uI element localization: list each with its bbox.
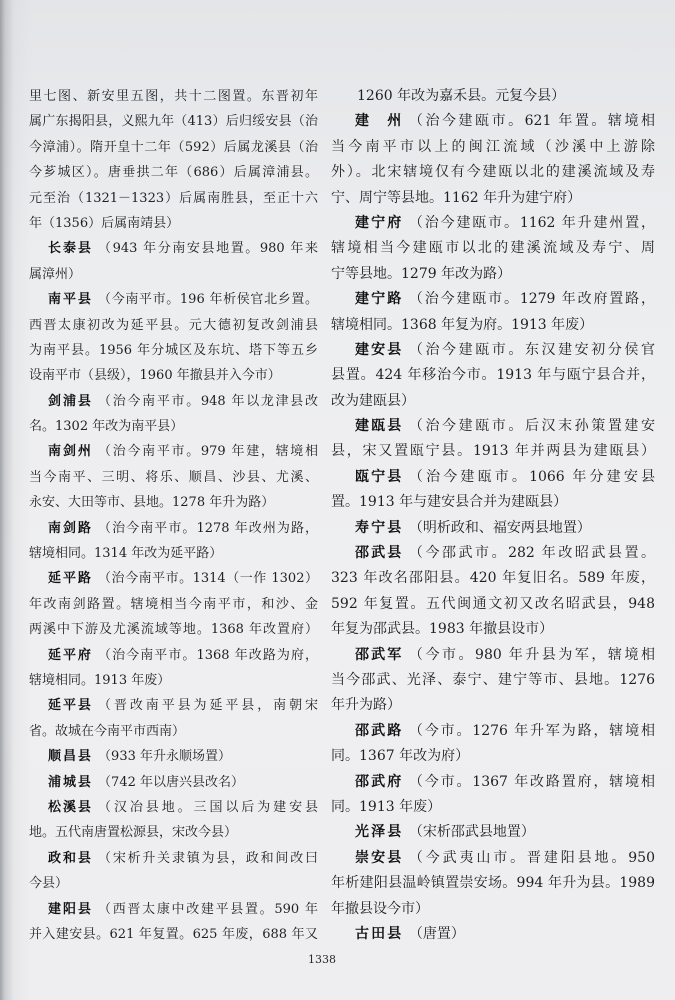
text-line: 外）。北宋辖境仅有今建瓯以北的建溪流域及寿 <box>331 164 655 181</box>
text-line: 1260 年改为嘉禾县。元复今县） <box>357 88 566 104</box>
text-line: 辖境相当今建瓯市以北的建溪流域及寿宁、周 <box>331 240 655 257</box>
entry-first-line <box>29 389 318 414</box>
entry-jianpu-xian <box>29 389 318 440</box>
entry-jianan-xian <box>331 338 655 414</box>
text-line: 属广东揭阳县，义熙九年（413）后归绥安县（治 <box>29 114 318 130</box>
entry-first-line <box>29 439 318 464</box>
entry-text: （今市。1367 年改路置府，辖境相 <box>408 773 655 790</box>
text-line: 592 年复置。五代闽通文初又改名昭武县，948 <box>331 595 655 612</box>
entry-text: （今邵武市。282 年改昭武县置。 <box>408 545 655 562</box>
entry-first-line <box>29 236 318 261</box>
entry-headword: 松溪县 <box>48 799 93 815</box>
entry-headword: 建 州 <box>355 113 404 130</box>
text-line: 年升为路） <box>331 697 401 714</box>
text-line: 并入建安县。621 年复置。625 年废，688 年又 <box>29 926 318 942</box>
text-line: 辖境相同。1913 年废） <box>29 672 171 688</box>
text-line: 年改南剑路置。辖境相当今南平市，和沙、金 <box>29 596 318 612</box>
entry-chongan-xian <box>331 846 655 922</box>
text-line: 改为建瓯县） <box>331 392 415 409</box>
entry-text: （今市。980 年升县为军，辖境相 <box>408 646 655 663</box>
entry-first-line <box>331 211 655 236</box>
entry-headword: 建宁府 <box>355 214 404 231</box>
text-line: 名。1302 年改为南平县） <box>29 419 184 435</box>
entry-text: （今南平市。196 年析侯官北乡置。 <box>98 292 318 308</box>
entry-headword: 崇安县 <box>355 849 404 866</box>
entry-first-line <box>331 109 655 134</box>
entry-text: （汉冶县地。三国以后为建安县 <box>98 799 318 815</box>
entry-text: （治今南平市。1368 年改路为府， <box>98 647 318 663</box>
entry-text: （治今南平市。1278 年改州为路， <box>98 520 318 536</box>
entry-jianning-lu <box>331 287 655 338</box>
entry-shaowu-fu <box>331 770 655 821</box>
text-line: 当今南平、三明、将乐、顺昌、沙县、尤溪、 <box>29 469 318 485</box>
left-column <box>29 84 318 947</box>
text-line: 今县） <box>29 876 69 892</box>
entry-shunchang-xian <box>29 744 318 769</box>
text-line: 今芗城区）。唐垂拱二年（686）后属漳浦县。 <box>29 165 318 181</box>
entry-text: （治今建瓯市。1279 年改府置路， <box>408 291 655 308</box>
text-line: 属漳州） <box>29 266 82 282</box>
entry-first-line <box>331 338 655 363</box>
entry-first-line <box>29 287 318 312</box>
text-line: 宁等县地。1279 年改为路） <box>331 265 512 282</box>
text-line: 年（1356）后属南靖县） <box>29 215 180 231</box>
entry-headword: 长泰县 <box>48 241 93 257</box>
entry-first-line <box>331 846 655 871</box>
entry-headword: 延平府 <box>48 647 93 663</box>
text-line: 县，宋又置瓯宁县。1913 年并两县为建瓯县） <box>331 443 655 460</box>
entry-headword: 光泽县 <box>355 824 404 841</box>
entry-text: （治今建瓯市。621 年置。辖境相 <box>408 113 655 130</box>
text-line: 辖境相同。1368 年复为府。1913 年废） <box>331 316 594 333</box>
text-line: 323 年改名邵阳县。420 年复旧名。589 年废， <box>331 570 655 587</box>
text-line: 同。1913 年废） <box>331 798 442 815</box>
entry-first-line <box>29 795 318 820</box>
entry-text: （治今建瓯市。1162 年升建州置， <box>408 214 655 231</box>
entry-nanjian-lu <box>29 516 318 567</box>
entry-shaowu-xian <box>331 541 655 643</box>
entry-first-line <box>29 516 318 541</box>
entry-jianyang-xian <box>29 897 318 948</box>
entry-text: （晋改南平县为延平县，南朝宋 <box>98 698 318 714</box>
entry-shaowu-lu <box>331 719 655 770</box>
entry-headword: 南剑路 <box>48 520 93 536</box>
entry-first-line <box>29 744 318 769</box>
entry-text: （治今南平市。948 年以龙津县改 <box>98 393 318 409</box>
text-line: 西晋太康初改为延平县。元大德初复改剑浦县 <box>29 317 318 333</box>
text-line: 为南平县。1956 年分城区及东坑、塔下等五乡 <box>29 342 318 358</box>
entry-ouning-xian <box>331 465 655 516</box>
text-line: 县置。424 年移治今市。1913 年与瓯宁县合并， <box>331 367 655 384</box>
text-line: 当今南平市以上的闽江流域（沙溪中上游除 <box>331 138 655 155</box>
entry-yanping-xian <box>29 693 318 744</box>
page-number: 1338 <box>308 953 336 966</box>
entry-text: （治今南平市。1314（一作 1302） <box>98 571 318 587</box>
entry-text: （宋析升关隶镇为县，政和间改曰 <box>98 850 318 866</box>
entry-first-line <box>331 465 655 490</box>
entry-headword: 建安县 <box>355 341 404 358</box>
text-line: 两溪中下游及尤溪流域等地。1368 年改置府） <box>29 622 318 638</box>
entry-first-line <box>331 414 655 439</box>
entry-headword: 邵武军 <box>355 646 404 663</box>
entry-text: （今武夷山市。晋建阳县地。950 <box>408 849 655 866</box>
entry-headword: 政和县 <box>48 850 93 866</box>
text-line: 永安、大田等市、县地。1278 年升为路） <box>29 495 275 511</box>
entry-headword: 瓯宁县 <box>355 468 404 485</box>
entry-first-line <box>29 643 318 668</box>
entry-songxi-xian <box>29 795 318 846</box>
entry-headword: 剑浦县 <box>48 393 93 409</box>
entry-first-line <box>29 566 318 591</box>
entry-text: （治今建瓯市。后汉末孙策置建安 <box>408 418 655 435</box>
entry-shaowu-jun <box>331 643 655 719</box>
entry-changtai-xian <box>29 236 318 287</box>
entry-pucheng-xian <box>29 770 318 795</box>
text-line: 地。五代南唐置松源县，宋改今县） <box>29 825 238 841</box>
text-line: 辖境相同。1314 年改为延平路） <box>29 546 223 562</box>
text-line: 今漳浦）。隋开皇十二年（592）后属龙溪县（治 <box>29 139 318 155</box>
entry-first-line <box>29 897 318 922</box>
entry-nanjian-zhou <box>29 439 318 515</box>
entry-headword: 古田县 <box>355 925 404 942</box>
text-line: 里七图、新安里五图，共十二图置。东晋初年 <box>29 89 318 104</box>
entry-text: （933 年升永顺场置） <box>98 749 231 765</box>
text-line: 年复为邵武县。1983 年撤县设市） <box>331 621 554 638</box>
text-line: 年析建阳县温岭镇置崇安场。994 年升为县。1989 <box>331 875 655 892</box>
text-line: 设南平市（县级），1960 年撤县并入今市） <box>29 368 281 384</box>
entry-first-line <box>331 770 655 795</box>
entry-headword: 邵武路 <box>355 722 404 739</box>
entry-jianning-fu <box>331 211 655 287</box>
text-line: 宁、周宁等县地。1162 年升为建宁府） <box>331 189 582 206</box>
text-line: 当今邵武、光泽、泰宁、建宁等市、县地。1276 <box>331 671 655 688</box>
entry-first-line <box>29 693 318 718</box>
entry-zhenghe-xian <box>29 846 318 897</box>
entry-first-line <box>331 287 655 312</box>
entry-gutian-xian <box>331 922 655 947</box>
entry-headword: 顺昌县 <box>48 749 93 765</box>
entry-headword: 建宁路 <box>355 291 404 308</box>
entry-text: （治今南平市。979 年建，辖境相 <box>98 444 318 460</box>
entry-headword: 南平县 <box>48 292 93 308</box>
entry-headword: 延平路 <box>48 571 93 587</box>
entry-jianou-xian <box>331 414 655 465</box>
continued-paragraph <box>331 84 655 109</box>
entry-headword: 建瓯县 <box>355 418 404 435</box>
entry-text: （治今建瓯市。东汉建安初分侯官 <box>408 341 655 358</box>
entry-text: （唐置） <box>408 925 465 942</box>
entry-first-line <box>331 541 655 566</box>
entry-first-line <box>29 770 318 795</box>
entry-text: （宋析邵武县地置） <box>408 824 535 841</box>
continued-paragraph <box>29 84 318 236</box>
entry-headword: 建阳县 <box>48 901 93 917</box>
text-line: 年撤县设今市） <box>331 900 429 917</box>
entry-first-line <box>331 516 655 541</box>
text-line: 同。1367 年改为府） <box>331 748 470 765</box>
entry-text: （明析政和、福安两县地置） <box>408 519 591 536</box>
entry-nanping-xian <box>29 287 318 389</box>
entry-guangze-xian <box>331 820 655 845</box>
entry-text: （西晋太康中改建平县置。590 年 <box>98 901 318 917</box>
text-line: 省。故城在今南平市西南） <box>29 723 186 739</box>
entry-headword: 浦城县 <box>48 774 93 790</box>
entry-headword: 南剑州 <box>48 444 93 460</box>
text-line: 置。1913 年与建安县合并为建瓯县） <box>331 494 568 511</box>
entry-text: （治今建瓯市。1066 年分建安县 <box>408 468 655 485</box>
entry-headword: 邵武县 <box>355 545 404 562</box>
entry-headword: 邵武府 <box>355 773 404 790</box>
entry-headword: 延平县 <box>48 698 93 714</box>
entry-shouning-xian <box>331 516 655 541</box>
entry-yanping-fu <box>29 643 318 694</box>
entry-first-line <box>331 719 655 744</box>
entry-first-line <box>29 846 318 871</box>
entry-yanping-lu <box>29 566 318 642</box>
entry-text: （742 年以唐兴县改名） <box>98 774 244 790</box>
text-line: 元至治（1321－1323）后属南胜县，至正十六 <box>29 190 318 206</box>
entry-first-line <box>331 820 655 845</box>
entry-first-line <box>331 643 655 668</box>
entry-headword: 寿宁县 <box>355 519 404 536</box>
entry-text: （943 年分南安县地置。980 年来 <box>98 241 318 257</box>
entry-first-line <box>331 922 655 947</box>
right-column <box>331 84 655 947</box>
entry-text: （今市。1276 年升军为路，辖境相 <box>408 722 655 739</box>
entry-jian-zhou <box>331 109 655 211</box>
